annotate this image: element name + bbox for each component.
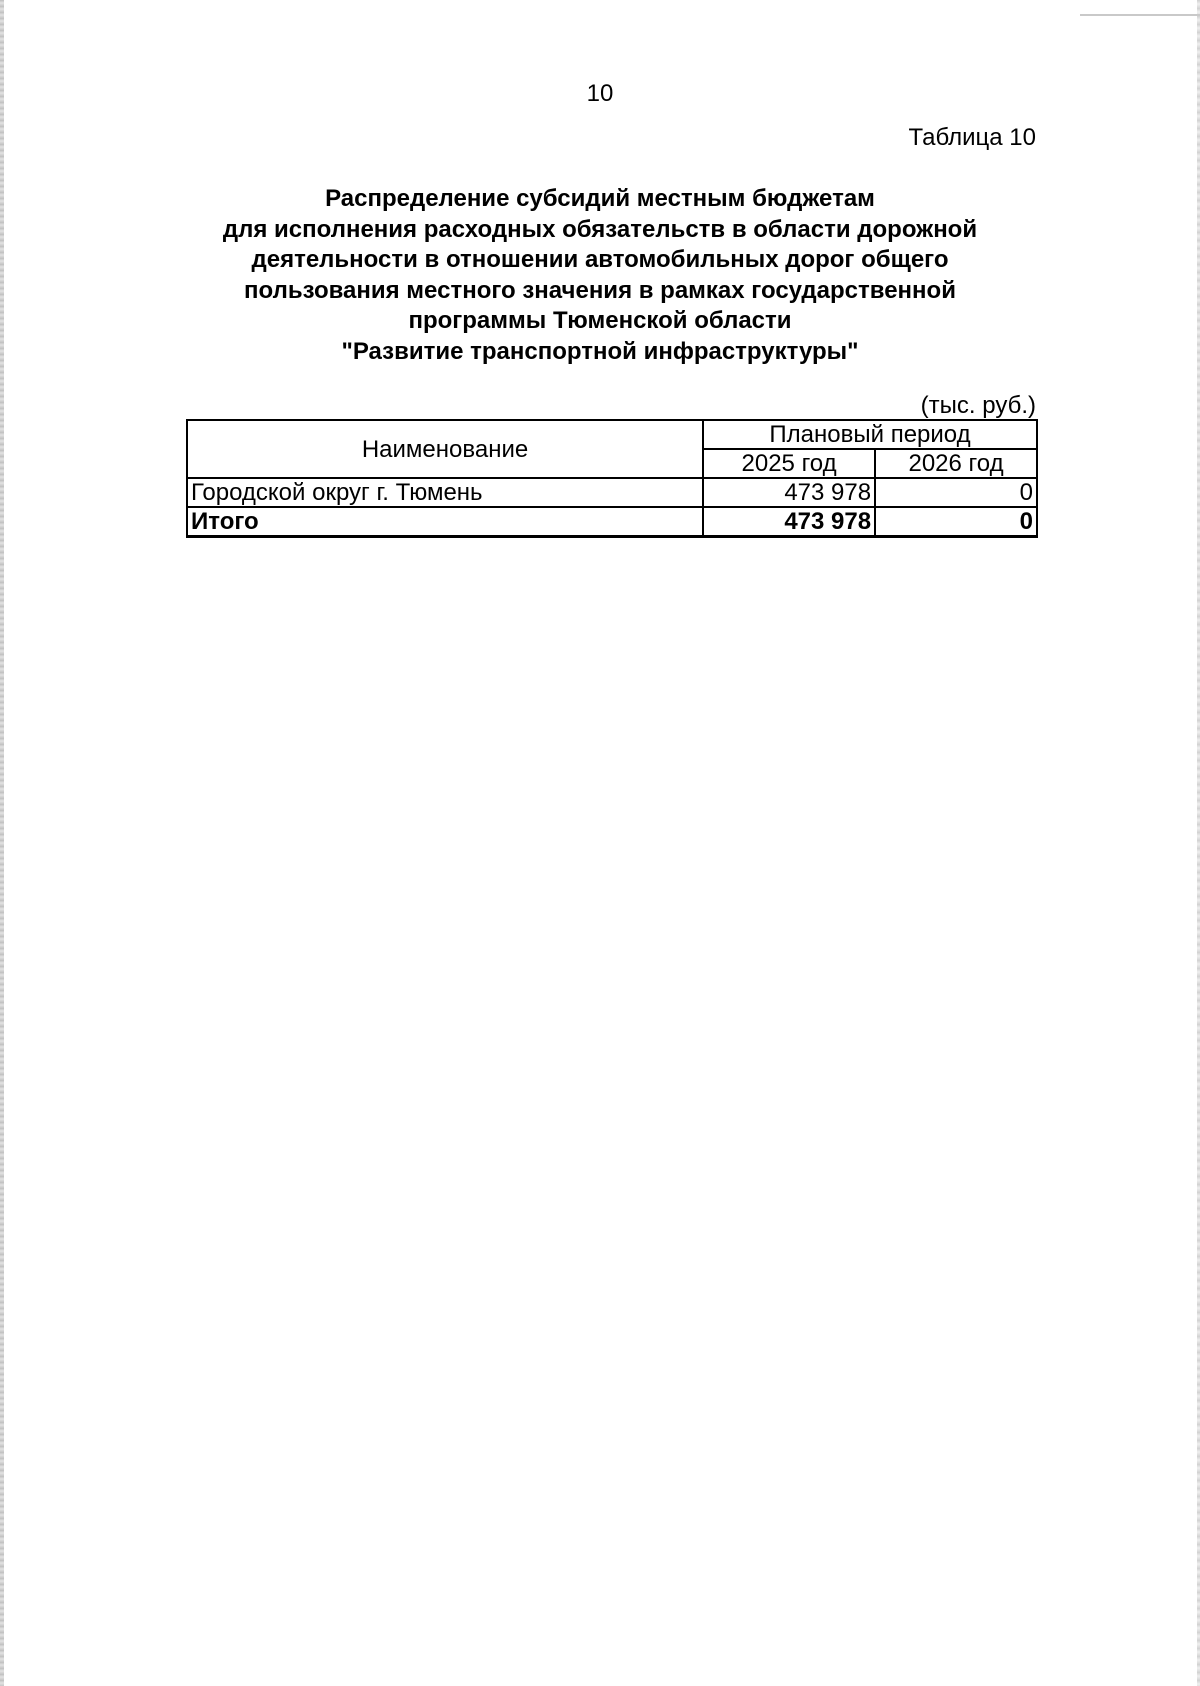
page-number: 10	[586, 80, 614, 107]
title-line: Распределение субсидий местным бюджетам	[325, 185, 875, 212]
title-line: деятельности в отношении автомобильных дорог общего	[251, 246, 949, 273]
title-line: программы Тюменской области	[408, 307, 792, 334]
header-name: Наименование	[187, 420, 703, 478]
table-row	[187, 478, 1037, 507]
total-value-2025: 473 978	[703, 507, 875, 537]
title-line: пользования местного значения в рамках государственной	[244, 276, 956, 304]
units-label: (тыс. руб.)	[920, 392, 1036, 419]
row-value-2026: 0	[875, 478, 1037, 507]
title-line: для исполнения расходных обязательств в области дорожной	[222, 215, 978, 243]
scan-edge-top	[1080, 14, 1200, 16]
scan-edge-left	[0, 0, 4, 1686]
table-header-row	[187, 420, 1037, 449]
total-value-2026: 0	[875, 507, 1037, 537]
title-line: "Развитие транспортной инфраструктуры"	[341, 337, 859, 365]
header-planned-period: Плановый период	[703, 420, 1037, 449]
subsidy-table	[186, 419, 1038, 538]
table-label: Таблица 10	[908, 124, 1036, 151]
row-name: Городской округ г. Тюмень	[187, 478, 703, 507]
header-year-2025: 2025 год	[703, 449, 875, 478]
table-total-row	[187, 507, 1037, 537]
header-year-2026: 2026 год	[875, 449, 1037, 478]
total-name: Итого	[187, 507, 703, 537]
row-value-2025: 473 978	[703, 478, 875, 507]
document-title	[180, 184, 1020, 367]
